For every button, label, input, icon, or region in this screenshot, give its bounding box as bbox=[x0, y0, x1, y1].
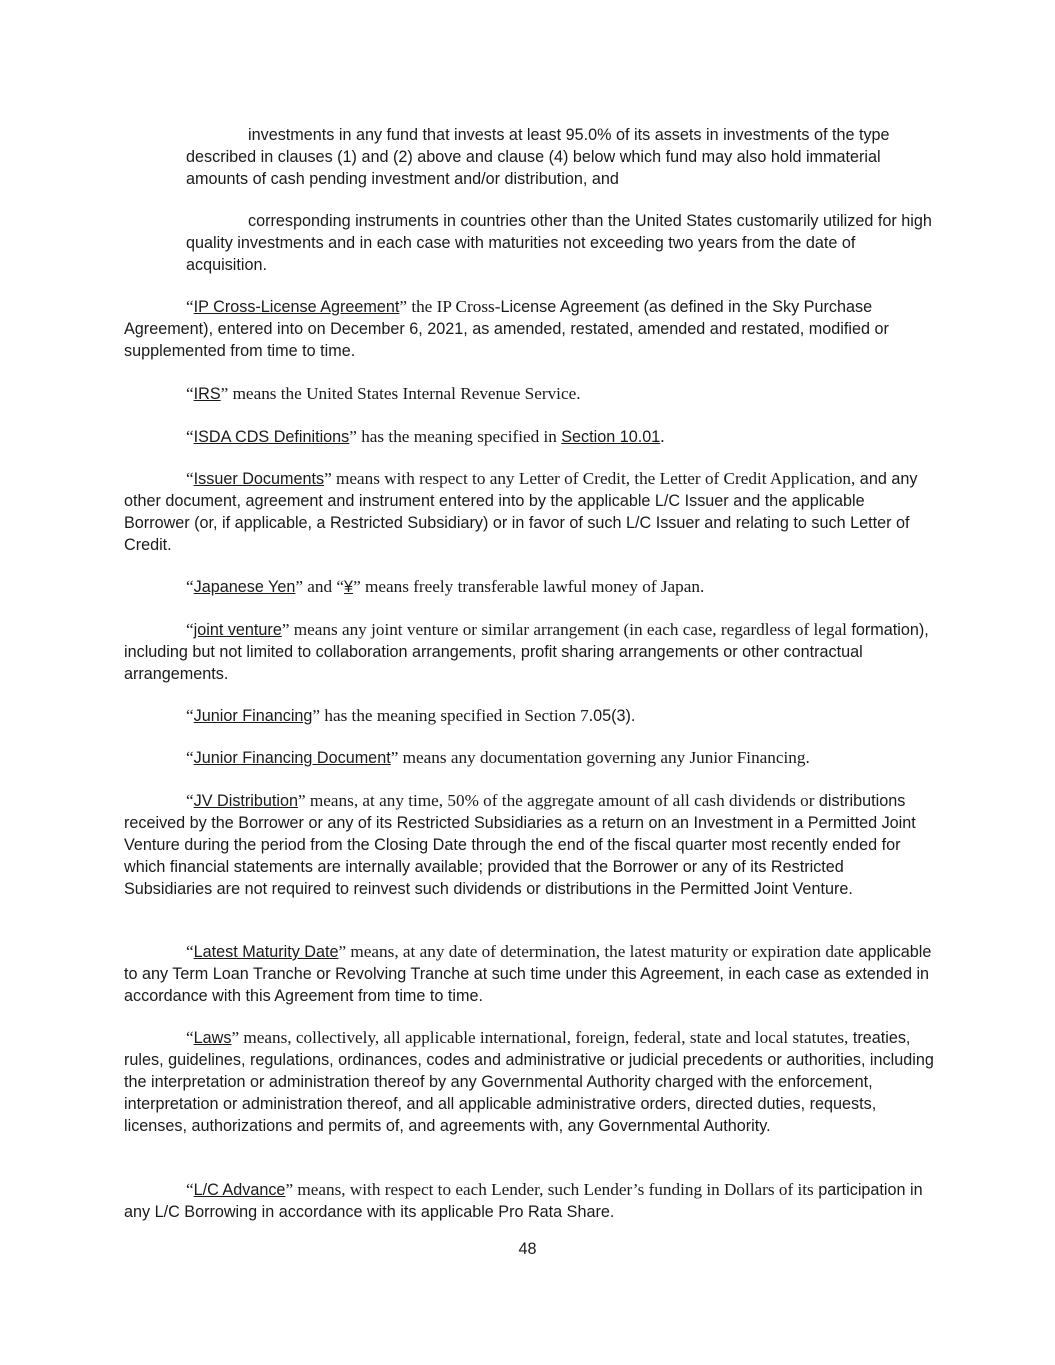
definition-ip-cross-license-agreement: “IP Cross-License Agreement” the IP Cross-License Agreement (as defined in the Sky Purchase Agreement), entered into on December 6, 2021, as amended, restated, amended and restated, modified or supplemented from time to time. bbox=[124, 297, 889, 360]
definition-lc-advance: “L/C Advance” means, with respect to each Lender, such Lender’s funding in Dollars of its participation in any L/C Borrowing in accordance with its applicable Pro Rata Share. bbox=[124, 1180, 923, 1221]
defined-term: JV Distribution bbox=[193, 792, 298, 810]
definition-junior-financing: “Junior Financing” has the meaning specified in Section 7.05(3). bbox=[186, 706, 636, 725]
defined-term: Japanese Yen bbox=[193, 578, 296, 596]
page-number: 48 bbox=[518, 1240, 537, 1258]
defined-term: Junior Financing Document bbox=[193, 749, 391, 767]
defined-term: IP Cross-License Agreement bbox=[193, 298, 400, 316]
definition-japanese-yen: “Japanese Yen” and “¥” means freely transferable lawful money of Japan. bbox=[186, 577, 705, 596]
defined-term: ISDA CDS Definitions bbox=[193, 428, 350, 446]
defined-term: Latest Maturity Date bbox=[193, 943, 339, 961]
definition-irs: “IRS” means the United States Internal Revenue Service. bbox=[186, 384, 581, 403]
defined-term: L/C Advance bbox=[193, 1181, 286, 1199]
defined-term: Issuer Documents bbox=[193, 470, 325, 488]
definition-joint-venture: “joint venture” means any joint venture or similar arrangement (in each case, regardless of legal formation), including but not limited to collaboration arrangements, profit sharing arrangements or other contractual arrangements. bbox=[124, 620, 929, 683]
defined-term: Laws bbox=[193, 1029, 232, 1047]
definition-jv-distribution: “JV Distribution” means, at any time, 50% of the aggregate amount of all cash dividends or distributions received by the Borrower or any of its Restricted Subsidiaries as a return on an Investment in a Permitted Joint Venture during the period from the Closing Date through the end of the fiscal quarter most recently ended for which financial statements are internally available; provided that the Borrower or any of its Restricted Subsidiaries are not required to reinvest such dividends or distributions in the Permitted Joint Venture. bbox=[124, 791, 916, 898]
clause-3-continuation: investments in any fund that invests at least 95.0% of its assets in investments of the type described in clauses (1) and (2) above and clause (4) below which fund may also hold immaterial amounts of cash pending investment and/or distribution, and bbox=[186, 126, 890, 188]
definition-latest-maturity-date: “Latest Maturity Date” means, at any date of determination, the latest maturity or expiration date applicable to any Term Loan Tranche or Revolving Tranche at such time under this Agreement, in each case as extended in accordance with this Agreement from time to time. bbox=[124, 942, 932, 1005]
clause-4: corresponding instruments in countries other than the United States customarily utilized for high quality investments and in each case with maturities not exceeding two years from the date of acquisition. bbox=[186, 212, 932, 274]
definition-laws: “Laws” means, collectively, all applicable international, foreign, federal, state and local statutes, treaties, rules, guidelines, regulations, ordinances, codes and administrative or judicial precedents or authorities, including the interpretation or administration thereof by any Governmental Authority charged with the enforcement, interpretation or administration thereof, and all applicable administrative orders, directed duties, requests, licenses, authorizations and permits of, and agreements with, any Governmental Authority. bbox=[124, 1028, 934, 1135]
defined-term-symbol: ¥ bbox=[344, 578, 354, 596]
defined-term: Junior Financing bbox=[193, 707, 313, 725]
defined-term: IRS bbox=[193, 385, 221, 403]
definition-junior-financing-document: “Junior Financing Document” means any documentation governing any Junior Financing. bbox=[186, 748, 810, 767]
defined-term: joint venture bbox=[193, 621, 282, 639]
section-reference-link[interactable]: Section 10.01 bbox=[561, 428, 661, 446]
definition-isda-cds-definitions: “ISDA CDS Definitions” has the meaning specified in Section 10.01. bbox=[186, 427, 665, 446]
definition-issuer-documents: “Issuer Documents” means with respect to any Letter of Credit, the Letter of Credit Application, and any other document, agreement and instrument entered into by the applicable L/C Issuer and the applicable Borrower (or, if applicable, a Restricted Subsidiary) or in favor of such L/C Issuer and relating to such Letter of Credit. bbox=[124, 469, 918, 554]
